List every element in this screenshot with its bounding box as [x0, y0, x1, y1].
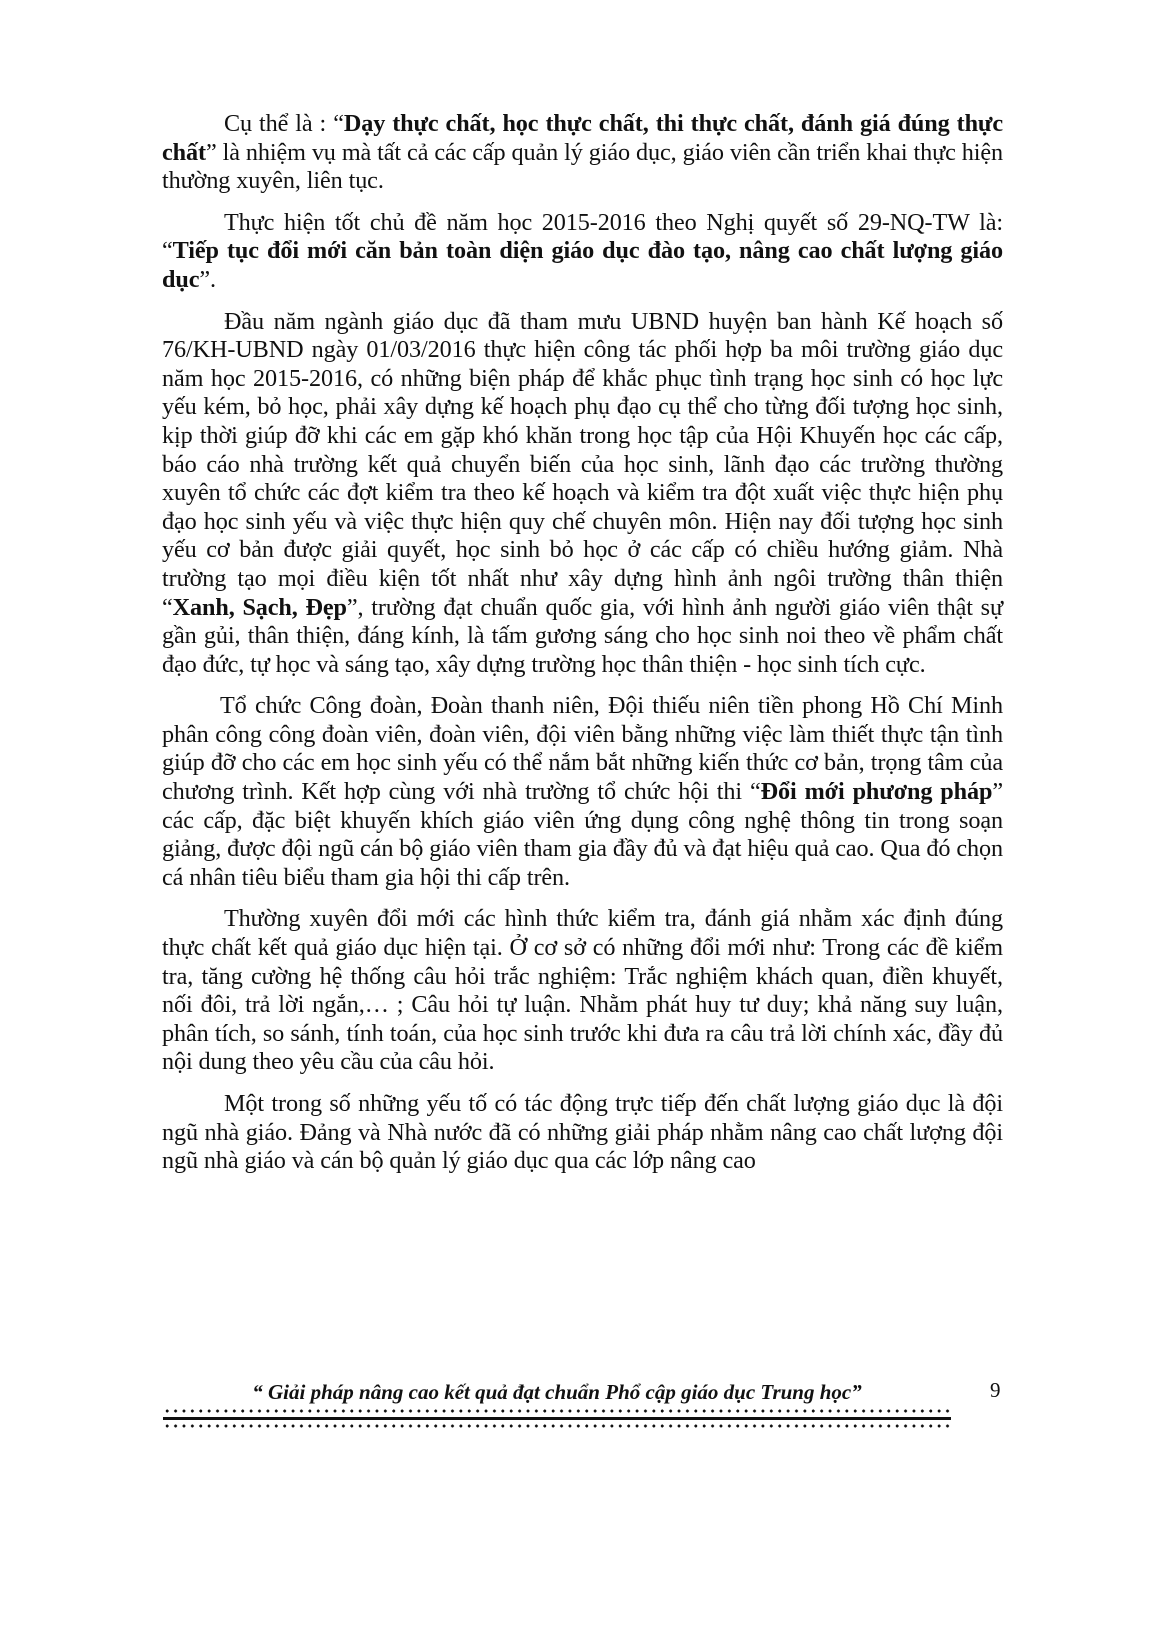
- footer-title: “ Giải pháp nâng cao kết quả đạt chuẩn Phổ cập giáo dục Trung học”: [252, 1380, 862, 1404]
- text-run: ” là nhiệm vụ mà tất cả các cấp quản lý giáo dục, giáo viên cần triển khai thực hiện thường xuyên, liên tục.: [162, 138, 1003, 195]
- text-run: Thực hiện tốt chủ đề năm học 2015-2016 theo Nghị quyết số 29-NQ-TW là: “: [162, 208, 1003, 265]
- page-number: 9: [990, 1378, 1001, 1402]
- paragraph: [162, 905, 1003, 1077]
- footer-dotted-rule-top: [163, 1409, 951, 1413]
- footer-dotted-rule-bottom: [163, 1424, 951, 1428]
- text-run-bold: Đổi mới phương pháp: [760, 778, 993, 806]
- paragraph: [162, 1090, 1003, 1176]
- document-body: [162, 110, 1003, 1189]
- paragraph: [162, 308, 1003, 680]
- text-run: Cụ thể là : “: [224, 110, 344, 137]
- text-run: Tổ chức Công đoàn, Đoàn thanh niên, Đội thiếu niên tiền phong Hồ Chí Minh phân công công đoàn viên, đoàn viên, đội viên bằng những việc làm thiết thực tận tình giúp đỡ cho các em học sinh yếu có thể nắm bắt những kiến thức cơ bản, trọng tâm của chương trình. Kết hợp cùng với nhà trường tổ chức hội thi “: [162, 692, 1003, 806]
- paragraph: [162, 692, 1003, 892]
- text-run-bold: Xanh, Sạch, Đẹp: [172, 593, 347, 621]
- text-run: Đầu năm ngành giáo dục đã tham mưu UBND huyện ban hành Kế hoạch số 76/KH-UBND ngày 01/03/2016 thực hiện công tác phối hợp ba môi trường giáo dục năm học 2015-2016, có những biện pháp để khắc phục tình trạng học sinh có học lực yếu kém, bỏ học, phải xây dựng kế hoạch phụ đạo cụ thể cho từng đối tượng học sinh, kịp thời giúp đỡ khi các em gặp khó khăn trong học tập của Hội Khuyến học các cấp, báo cáo nhà trường kết quả chuyển biến của học sinh, lãnh đạo các trường thường xuyên tổ chức các đợt kiểm tra theo kế hoạch và kiểm tra đột xuất việc thực hiện phụ đạo học sinh yếu và việc thực hiện quy chế chuyên môn. Hiện nay đối tượng học sinh yếu cơ bản được giải quyết, học sinh bỏ học ở các cấp có chiều hướng giảm. Nhà trường tạo mọi điều kiện tốt nhất như xây dựng hình ảnh ngôi trường thân thiện “: [162, 307, 1003, 621]
- text-run: ” các cấp, đặc biệt khuyến khích giáo viên ứng dụng công nghệ thông tin trong soạn giảng, được đội ngũ cán bộ giáo viên tham gia đầy đủ và đạt hiệu quả cao. Qua đó chọn cá nhân tiêu biểu tham gia hội thi cấp trên.: [162, 778, 1003, 891]
- text-run-bold: Tiếp tục đổi mới căn bản toàn diện giáo dục đào tạo, nâng cao chất lượng giáo dục: [162, 237, 1003, 293]
- text-run-bold: Dạy thực chất, học thực chất, thi thực chất, đánh giá đúng thực chất: [162, 110, 1003, 166]
- paragraph: [162, 110, 1003, 196]
- footer-solid-rule: [163, 1417, 951, 1420]
- text-run: ”.: [199, 265, 216, 293]
- paragraph: [162, 209, 1003, 295]
- text-run: Thường xuyên đổi mới các hình thức kiểm tra, đánh giá nhằm xác định đúng thực chất kết quả giáo dục hiện tại. Ở cơ sở có những đổi mới như: Trong các đề kiểm tra, tăng cường hệ thống câu hỏi trắc nghiệm: Trắc nghiệm khách quan, điền khuyết, nối đôi, trả lời ngắn,… ; Câu hỏi tự luận. Nhằm phát huy tư duy; khả năng suy luận, phân tích, so sánh, tính toán, của học sinh trước khi đưa ra câu trả lời chính xác, đầy đủ nội dung theo yêu cầu của câu hỏi.: [162, 905, 1003, 1076]
- text-run: Một trong số những yếu tố có tác động trực tiếp đến chất lượng giáo dục là đội ngũ nhà giáo. Đảng và Nhà nước đã có những giải pháp nhằm nâng cao chất lượng đội ngũ nhà giáo và cán bộ quản lý giáo dục qua các lớp nâng cao: [162, 1090, 1003, 1175]
- text-run: ”, trường đạt chuẩn quốc gia, với hình ảnh người giáo viên thật sự gần gủi, thân thiện, đáng kính, là tấm gương sáng cho học sinh noi theo về phẩm chất đạo đức, tự học và sáng tạo, xây dựng trường học thân thiện - học sinh tích cực.: [162, 593, 1004, 678]
